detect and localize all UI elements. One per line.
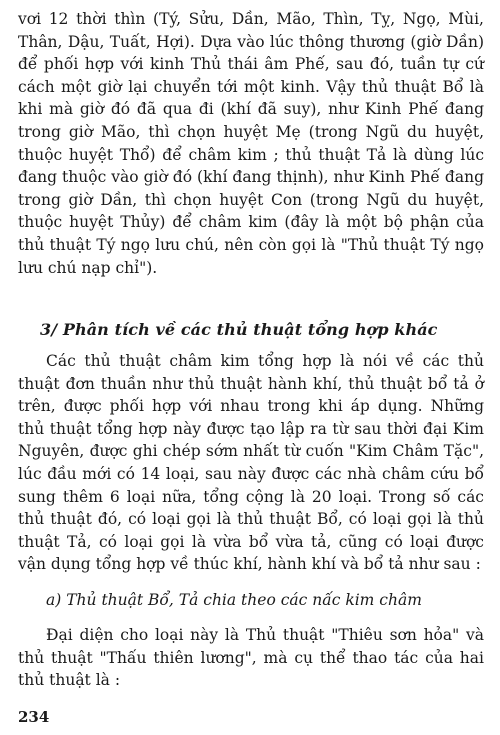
subsection-heading: a) Thủ thuật Bổ, Tả chia theo các nấc kim châm	[46, 591, 422, 609]
subsection-paragraph: Đại diện cho loại này là Thủ thuật "Thiêu sơn hỏa" và thủ thuật "Thấu thiên lương", mà cụ thể thao tác của hai thủ thuật là :	[18, 626, 484, 690]
section-heading: 3/ Phân tích về các thủ thuật tổng hợp khác	[40, 320, 438, 339]
section-paragraph: Các thủ thuật châm kim tổng hợp là nói về các thủ thuật đơn thuần như thủ thuật hành khí, thủ thuật bổ tả ở trên, được phối hợp với nhau trong khi áp dụng. Những thủ thuật tổng hợp này được tạo lập ra từ sau thời đại Kim Nguyên, được ghi chép sớm nhất từ cuốn "Kim Châm Tặc", lúc đầu mới có 14 loại, sau này được các nhà châm cứu bổ sung thêm 6 loại nữa, tổng cộng là 20 loại. Trong số các thủ thuật đó, có loại gọi là thủ thuật Bổ, có loại gọi là thủ thuật Tả, có loại gọi là vừa bổ vừa tả, cũng có loại được vận dụng tổng hợp về thúc khí, hành khí và bổ tả như sau :	[18, 352, 484, 574]
continuation-paragraph: vơi 12 thời thìn (Tý, Sửu, Dần, Mão, Thìn, Tỵ, Ngọ, Mùi, Thân, Dậu, Tuất, Hợi). Dựa vào lúc thông thương (giờ Dần) để phối hợp với kinh Thủ thái âm Phế, sau đó, tuần tự cứ cách một giờ lại chuyển tới một kinh. Vậy thủ thuật Bổ là khi mà giờ đó đã qua đi (khí đã suy), như Kinh Phế đang trong giờ Mão, thì chọn huyệt Mẹ (trong Ngũ du huyệt, thuộc huyệt Thổ) để châm kim ; thủ thuật Tả là dùng lúc đang thuộc vào giờ đó (khí đang thịnh), như Kinh Phế đang trong giờ Dần, thì chọn huyệt Con (trong Ngũ du huyệt, thuộc huyệt Thủy) để châm kim (đây là một bộ phận của thủ thuật Tý ngọ lưu chú, nên còn gọi là "Thủ thuật Tý ngọ lưu chú nạp chỉ").	[18, 10, 484, 277]
page-number: 234	[18, 708, 50, 726]
